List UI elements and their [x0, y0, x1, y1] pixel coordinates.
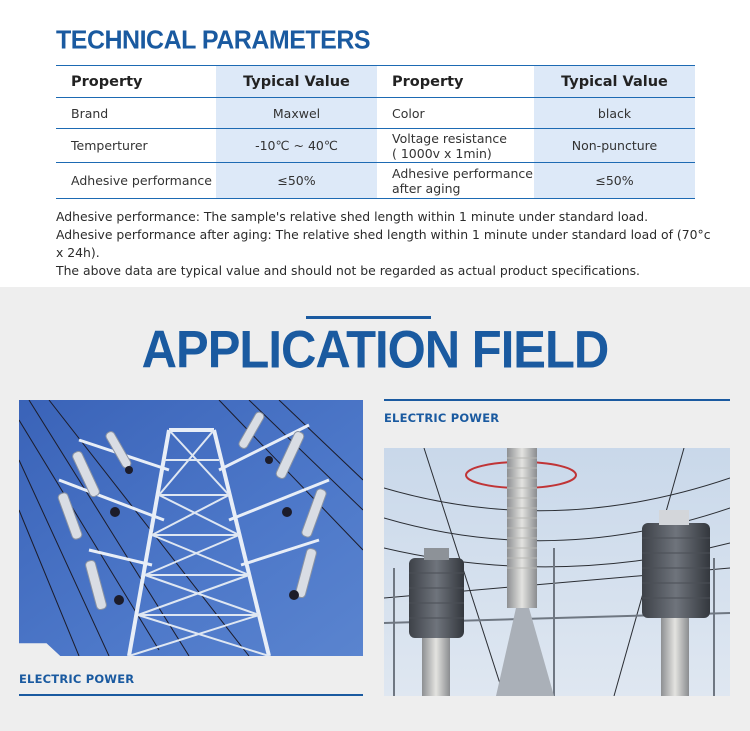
- divider-line: [19, 694, 363, 696]
- caption-electric-power: ELECTRIC POWER: [19, 672, 135, 686]
- table-cell: Temperturer: [56, 129, 216, 163]
- table-row: [56, 129, 695, 163]
- table-row: [56, 98, 695, 129]
- table-cell: Color: [377, 98, 534, 129]
- footnote: Adhesive performance: The sample's relative shed length within 1 minute under standard load.: [56, 209, 649, 224]
- header-property: Property: [56, 66, 216, 98]
- header-typical-value: Typical Value: [216, 66, 377, 98]
- parameters-table: [56, 65, 695, 199]
- transmission-tower-illustration: [19, 400, 363, 656]
- footnotes: [56, 208, 716, 280]
- caption-electric-power: ELECTRIC POWER: [384, 411, 500, 425]
- table-cell: ≤50%: [534, 163, 695, 199]
- substation-photo: [384, 448, 730, 696]
- title-accent-line: [306, 316, 431, 319]
- header-typical-value: Typical Value: [534, 66, 695, 98]
- transmission-tower-photo: [19, 400, 363, 656]
- table-row: [56, 163, 695, 199]
- table-cell: Adhesive performance after aging: [377, 163, 534, 199]
- table-cell: Non-puncture: [534, 129, 695, 163]
- footnote: Adhesive performance after aging: The relative shed length within 1 minute under standard load of (70°c x 24h).: [56, 227, 711, 260]
- divider-line: [384, 399, 730, 401]
- application-field-title: APPLICATION FIELD: [141, 320, 609, 380]
- table-header-row: [56, 66, 695, 98]
- table-cell: Adhesive performance: [56, 163, 216, 199]
- table-cell: black: [534, 98, 695, 129]
- header-property: Property: [377, 66, 534, 98]
- substation-illustration: [384, 448, 730, 696]
- table-cell: Brand: [56, 98, 216, 129]
- table-cell: ≤50%: [216, 163, 377, 199]
- footnote: The above data are typical value and should not be regarded as actual product specifications.: [56, 263, 640, 278]
- table-cell: Voltage resistance ( 1000v x 1min): [377, 129, 534, 163]
- table-cell: -10℃ ~ 40℃: [216, 129, 377, 163]
- technical-parameters-title: TECHNICAL PARAMETERS: [56, 25, 371, 55]
- table-cell: Maxwel: [216, 98, 377, 129]
